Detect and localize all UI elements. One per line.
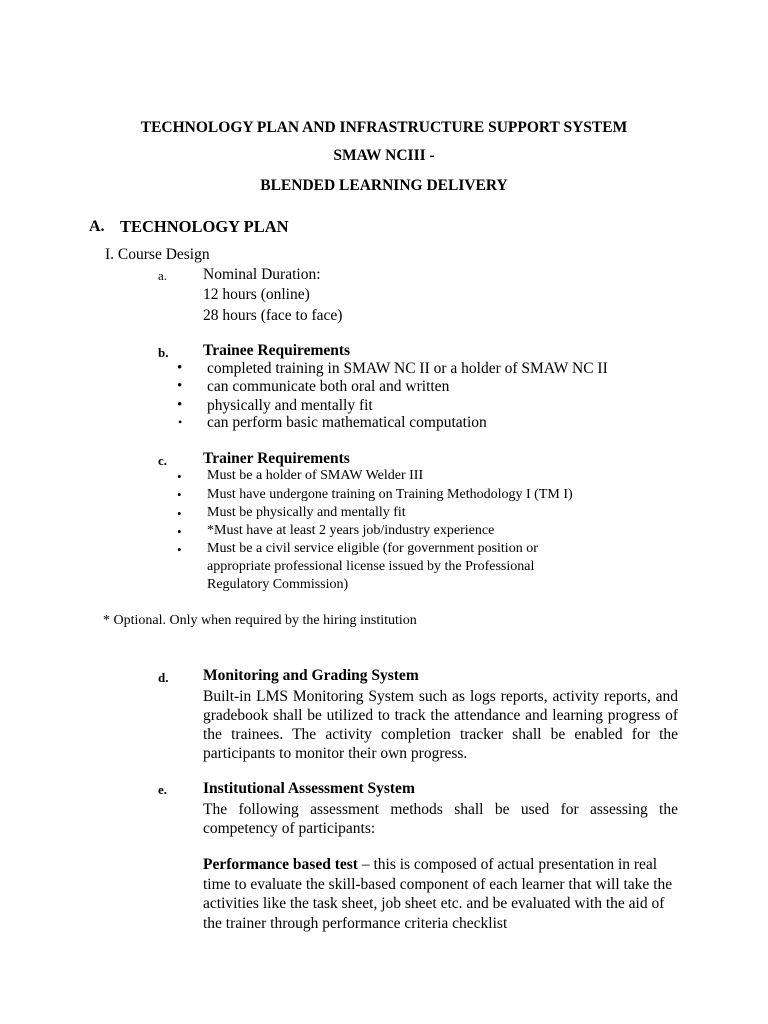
performance-test-term: Performance based test (203, 856, 358, 873)
trainer-req-item: Must be a holder of SMAW Welder III (207, 468, 424, 483)
trainee-req-item: can perform basic mathematical computation (207, 414, 487, 431)
duration-online: 12 hours (online) (203, 286, 310, 303)
bullet-icon: • (177, 506, 182, 521)
assessment-system-heading: Institutional Assessment System (203, 780, 415, 797)
item-b-letter: b. (158, 345, 169, 360)
trainee-requirements-heading: Trainee Requirements (203, 342, 351, 359)
bullet-icon: • (177, 360, 183, 376)
trainer-req-item: Must be a civil service eligible (for government position or (207, 541, 538, 556)
document-subtitle-delivery: BLENDED LEARNING DELIVERY (260, 177, 508, 194)
bullet-icon: • (178, 415, 183, 429)
item-c-letter: c. (158, 453, 168, 468)
assessment-system-body: The following assessment methods shall be used for assessing the competency of participants: (203, 801, 678, 837)
bullet-icon: • (177, 378, 183, 394)
nominal-duration-heading: Nominal Duration: (203, 266, 321, 283)
trainer-req-item-continued: appropriate professional license issued by the Professional (207, 559, 535, 574)
document-title: TECHNOLOGY PLAN AND INFRASTRUCTURE SUPPORT SYSTEM (140, 119, 628, 136)
item-a-letter: a. (158, 268, 168, 283)
document-subtitle: SMAW NCIII - (333, 147, 435, 164)
monitoring-grading-body: Built-in LMS Monitoring System such as logs reports, activity reports, and gradebook shall be utilized to track the attendance and learning progress of the trainees. The activity completion tracker shall be enabled for the participants to monitor their own progress. (203, 688, 678, 762)
monitoring-grading-heading: Monitoring and Grading System (203, 667, 419, 684)
performance-test-description: – this is composed of actual presentation in real time to evaluate the skill-based component of each learner that will take the activities like the task sheet, job sheet etc. and be evaluated with the aid of the trainer through performance criteria checklist (203, 856, 673, 932)
bullet-icon: • (177, 487, 182, 502)
trainer-req-item: Must be physically and mentally fit (207, 505, 406, 520)
performance-test-paragraph (203, 855, 678, 933)
trainer-requirements-heading: Trainer Requirements (203, 450, 350, 467)
trainer-req-item-continued: Regulatory Commission) (207, 577, 349, 592)
section-marker: A. (89, 218, 105, 235)
trainee-req-item: physically and mentally fit (207, 397, 373, 414)
bullet-icon: • (177, 469, 182, 484)
bullet-icon: • (177, 524, 182, 539)
bullet-icon: • (177, 542, 182, 557)
optional-footnote: * Optional. Only when required by the hiring institution (103, 613, 417, 628)
trainee-req-item: can communicate both oral and written (207, 378, 450, 395)
item-d-letter: d. (158, 670, 169, 685)
section-heading: TECHNOLOGY PLAN (120, 217, 289, 236)
bullet-icon: • (177, 397, 183, 413)
item-e-letter: e. (158, 782, 168, 797)
trainer-req-item: Must have undergone training on Training Methodology I (TM I) (207, 487, 573, 502)
trainee-req-item: completed training in SMAW NC II or a holder of SMAW NC II (207, 360, 608, 377)
trainer-req-item: *Must have at least 2 years job/industry experience (207, 523, 495, 538)
course-design-heading: I. Course Design (105, 246, 210, 263)
duration-face-to-face: 28 hours (face to face) (203, 307, 343, 324)
